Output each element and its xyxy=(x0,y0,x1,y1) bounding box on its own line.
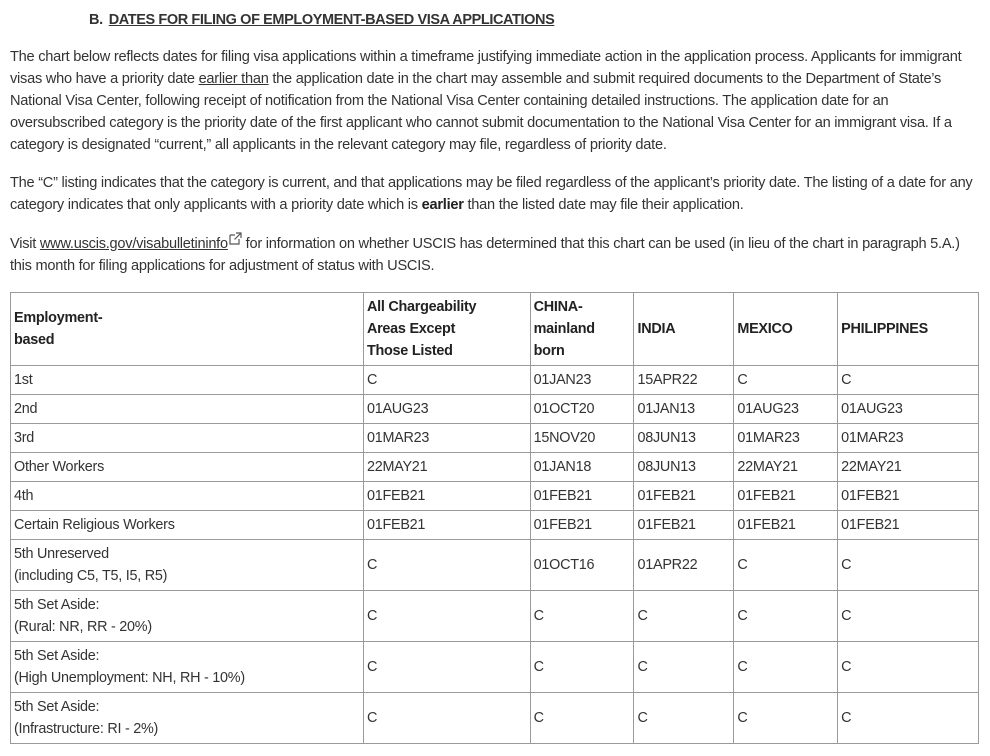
external-link-icon[interactable] xyxy=(229,232,242,245)
listing-emphasis: earlier xyxy=(421,197,464,213)
table-row xyxy=(11,540,979,591)
table-cell: C xyxy=(734,591,838,642)
table-row xyxy=(11,693,979,744)
table-cell: 01OCT20 xyxy=(530,395,634,424)
table-cell: C xyxy=(838,591,979,642)
row-label: 2nd xyxy=(11,395,364,424)
table-cell: C xyxy=(634,642,734,693)
intro-text-2: the application date in the chart may assemble and submit required documents to the Department of State’s National Visa Center, following receipt of notification from the National Visa Center containing detailed instructions. The application date for an oversubscribed category is the priority date of the first applicant who cannot submit documentation to the National Visa Center for an immigrant visa. If a category is designated “current,” all applicants in the relevant category may file, regardless of priority date. xyxy=(10,71,952,153)
listing-text-2: than the listed date may file their application. xyxy=(463,197,744,213)
table-row xyxy=(11,424,979,453)
table-row xyxy=(11,591,979,642)
table-cell: 01FEB21 xyxy=(734,482,838,511)
table-cell: 08JUN13 xyxy=(634,424,734,453)
table-cell: 01FEB21 xyxy=(634,482,734,511)
table-cell: C xyxy=(734,642,838,693)
row-label: 4th xyxy=(11,482,364,511)
table-cell: C xyxy=(838,693,979,744)
table-cell: 15NOV20 xyxy=(530,424,634,453)
table-cell: 01AUG23 xyxy=(363,395,530,424)
row-label: 5th Set Aside: (Rural: NR, RR - 20%) xyxy=(11,591,364,642)
table-cell: C xyxy=(838,642,979,693)
table-cell: 01FEB21 xyxy=(363,482,530,511)
table-cell: 22MAY21 xyxy=(363,453,530,482)
table-cell: 22MAY21 xyxy=(734,453,838,482)
table-cell: C xyxy=(363,591,530,642)
current-listing-paragraph xyxy=(10,172,980,216)
column-header: All Chargeability Areas Except Those Listed xyxy=(363,293,530,366)
intro-text-1: The chart below reflects dates for filing visa applications within a timeframe justifying immediate action in the application process. Applicants for immigrant visas who have a priority date xyxy=(10,49,962,87)
table-cell: 01MAR23 xyxy=(734,424,838,453)
uscis-paragraph xyxy=(10,232,980,277)
column-header: MEXICO xyxy=(734,293,838,366)
table-cell: 01FEB21 xyxy=(363,511,530,540)
row-label: 1st xyxy=(11,366,364,395)
table-cell: 01FEB21 xyxy=(530,511,634,540)
table-cell: C xyxy=(838,540,979,591)
table-cell: C xyxy=(530,591,634,642)
column-header: CHINA- mainland born xyxy=(530,293,634,366)
table-header-row xyxy=(11,293,979,366)
intro-emphasis: earlier than xyxy=(198,71,269,87)
row-label: 5th Set Aside: (Infrastructure: RI - 2%) xyxy=(11,693,364,744)
table-cell: C xyxy=(634,591,734,642)
table-cell: C xyxy=(363,693,530,744)
row-label: 5th Unreserved (including C5, T5, I5, R5) xyxy=(11,540,364,591)
table-cell: 08JUN13 xyxy=(634,453,734,482)
column-header: PHILIPPINES xyxy=(838,293,979,366)
section-title: DATES FOR FILING OF EMPLOYMENT-BASED VISA APPLICATIONS xyxy=(108,12,555,28)
table-cell: C xyxy=(734,693,838,744)
uscis-link[interactable]: www.uscis.gov/visabulletininfo xyxy=(39,236,228,252)
column-header: INDIA xyxy=(634,293,734,366)
table-cell: 01FEB21 xyxy=(838,482,979,511)
row-label: 5th Set Aside: (High Unemployment: NH, RH - 10%) xyxy=(11,642,364,693)
table-cell: C xyxy=(734,540,838,591)
table-cell: 01JAN13 xyxy=(634,395,734,424)
table-row xyxy=(11,366,979,395)
column-header: Employment- based xyxy=(11,293,364,366)
table-cell: 01FEB21 xyxy=(734,511,838,540)
table-cell: 01MAR23 xyxy=(363,424,530,453)
table-row xyxy=(11,482,979,511)
table-cell: C xyxy=(838,366,979,395)
section-number: B. xyxy=(89,12,103,28)
row-label: Certain Religious Workers xyxy=(11,511,364,540)
table-cell: 01JAN18 xyxy=(530,453,634,482)
table-cell: 01AUG23 xyxy=(734,395,838,424)
table-cell: 01APR22 xyxy=(634,540,734,591)
table-cell: C xyxy=(634,693,734,744)
table-row xyxy=(11,395,979,424)
row-label: Other Workers xyxy=(11,453,364,482)
table-cell: 01FEB21 xyxy=(530,482,634,511)
table-cell: 01MAR23 xyxy=(838,424,979,453)
table-cell: 01JAN23 xyxy=(530,366,634,395)
table-row xyxy=(11,642,979,693)
table-cell: C xyxy=(530,693,634,744)
bulletin-section xyxy=(10,0,980,737)
table-cell: 01OCT16 xyxy=(530,540,634,591)
table-cell: 15APR22 xyxy=(634,366,734,395)
table-cell: C xyxy=(363,642,530,693)
table-cell: C xyxy=(734,366,838,395)
table-row xyxy=(11,453,979,482)
table-cell: 22MAY21 xyxy=(838,453,979,482)
intro-paragraph xyxy=(10,46,980,156)
uscis-text: for information on whether USCIS has determined that this chart can be used (in lieu of the chart in paragraph 5.A.) this month for filing applications for adjustment of status with USCIS. xyxy=(10,236,960,274)
table-cell: 01AUG23 xyxy=(838,395,979,424)
table-cell: C xyxy=(530,642,634,693)
visit-text: Visit xyxy=(10,236,40,252)
listing-text-1: The “C” listing indicates that the category is current, and that applications may be filed regardless of the applicant’s priority date. The listing of a date for any category indicates that only applicants with a priority date which is xyxy=(10,175,973,213)
row-label: 3rd xyxy=(11,424,364,453)
table-cell: 01FEB21 xyxy=(838,511,979,540)
table-cell: C xyxy=(363,540,530,591)
table-body xyxy=(11,366,979,744)
table-cell: C xyxy=(363,366,530,395)
filing-dates-table xyxy=(10,292,979,744)
table-cell: 01FEB21 xyxy=(634,511,734,540)
section-heading xyxy=(89,9,980,31)
table-row xyxy=(11,511,979,540)
